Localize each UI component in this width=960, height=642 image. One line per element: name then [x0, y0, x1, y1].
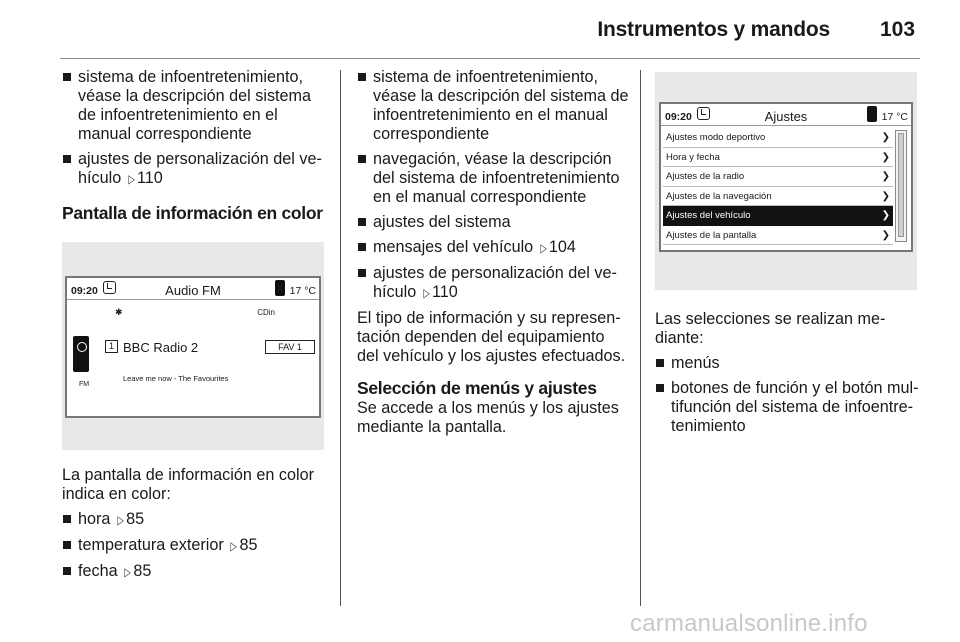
section-heading: Pantalla de información en color [62, 203, 323, 223]
bluetooth-icon: ✱ [115, 307, 123, 317]
clock-time: 09:20 [665, 111, 692, 123]
menu-item-label: Ajustes modo deportivo [666, 132, 766, 143]
display-screen [65, 276, 321, 418]
menu-item-label: Hora y fecha [666, 151, 720, 163]
menu-item[interactable] [663, 148, 893, 168]
list-item [62, 562, 332, 582]
menu-item[interactable] [663, 128, 893, 148]
thermometer-icon [275, 280, 285, 296]
display-screen [659, 102, 913, 252]
list-item-text: ajustes del sistema [373, 213, 511, 231]
list-item-text: botones de función y el botón mul-tifunción del sistema de infoentre-tenimiento [671, 379, 919, 435]
page-ref[interactable]: 104 [548, 238, 576, 256]
band-label: FM [79, 381, 90, 388]
status-bar [661, 104, 911, 126]
chevron-right-icon: ❯ [881, 151, 890, 163]
menu-item[interactable] [663, 226, 893, 246]
menu-item[interactable] [663, 167, 893, 187]
list-item [62, 68, 332, 144]
menu-item-label: Ajustes de la radio [666, 171, 745, 182]
paragraph: La pantalla de información en color indica en color: [62, 466, 314, 503]
list-item [357, 213, 629, 232]
list-item [357, 68, 629, 144]
settings-menu [663, 128, 893, 245]
list-item-text: menús [671, 354, 720, 372]
column-1 [62, 68, 332, 588]
outside-temperature: 17 °C [289, 285, 316, 297]
page-ref[interactable]: 110 [136, 169, 163, 187]
list-item [62, 510, 332, 530]
page-ref[interactable]: 85 [239, 536, 258, 554]
audio-source: CDin [257, 308, 275, 317]
page-number: 103 [880, 18, 916, 41]
list-item [357, 238, 629, 258]
chevron-right-icon: ❯ [881, 132, 890, 143]
page-ref-arrow-icon: ▷ [117, 513, 124, 527]
header-rule [60, 58, 920, 59]
figure-audio-screen [62, 242, 324, 450]
page-ref-arrow-icon: ▷ [124, 565, 131, 579]
page-ref-arrow-icon: ▷ [128, 172, 135, 186]
list-item-text: fecha [78, 562, 118, 580]
thermometer-icon [867, 106, 877, 122]
list-item [655, 379, 925, 436]
menu-item-label: Ajustes de la navegación [666, 190, 772, 202]
paragraph: Se accede a los menús y los ajustes mediante la pantalla. [357, 399, 619, 436]
outside-temperature: 17 °C [881, 111, 908, 123]
sub-status-bar [67, 300, 319, 316]
list-item [62, 536, 332, 556]
scrollbar[interactable] [895, 130, 907, 242]
page-ref-arrow-icon: ▷ [423, 286, 430, 300]
header-title: Instrumentos y mandos [597, 18, 830, 41]
favourite-button[interactable]: FAV 1 [265, 340, 315, 354]
chevron-right-icon: ❯ [881, 190, 890, 202]
radio-icon [73, 336, 89, 372]
section-heading: Selección de menús y ajustes [357, 378, 597, 398]
status-bar [67, 278, 319, 300]
figure-ajustes-screen [655, 72, 917, 290]
scrollbar-thumb[interactable] [898, 133, 904, 237]
menu-item-label: Ajustes de la pantalla [666, 229, 757, 241]
screen-title: Audio FM [165, 283, 221, 298]
menu-item-selected[interactable] [663, 206, 893, 226]
column-divider [640, 70, 641, 606]
paragraph: Las selecciones se realizan me-diante: [655, 310, 886, 347]
list-item [357, 264, 629, 303]
watermark: carmanualsonline.info [630, 610, 868, 637]
page-ref-arrow-icon: ▷ [230, 539, 238, 553]
clock-time: 09:20 [71, 285, 98, 297]
column-2 [357, 68, 629, 443]
menu-item-label: Ajustes del vehículo [666, 210, 751, 221]
page-ref[interactable]: 110 [431, 283, 458, 301]
column-3 [655, 68, 925, 442]
list-item-text: sistema de infoentretenimiento, véase la descripción del sistema de infoentretenimiento en el manual correspondiente [78, 68, 312, 143]
list-item [357, 150, 629, 207]
page-ref-arrow-icon: ▷ [540, 241, 547, 255]
preset-number: 1 [105, 340, 118, 353]
menu-item[interactable] [663, 187, 893, 207]
song-info: Leave me now - The Favourites [123, 374, 229, 383]
page-ref[interactable]: 85 [126, 510, 145, 528]
list-item-text: sistema de infoentretenimiento, véase la descripción del sistema de infoentretenimiento en el manual correspondiente [373, 68, 629, 143]
list-item-text: ajustes de personalización del ve-hículo [78, 150, 322, 187]
chevron-right-icon: ❯ [881, 171, 890, 182]
paragraph: El tipo de información y su represen-tación dependen del equipamiento del vehículo y los ajustes efectuados. [357, 309, 626, 365]
chevron-right-icon: ❯ [881, 210, 890, 221]
list-item-text: mensajes del vehículo [373, 238, 534, 256]
list-item-text: navegación, véase la descripción del sistema de infoentretenimiento en el manual correspondiente [373, 150, 620, 206]
list-item [62, 150, 332, 189]
chevron-right-icon: ❯ [881, 229, 890, 241]
list-item-text: ajustes de personalización del ve-hículo [373, 264, 617, 301]
list-item [655, 354, 925, 373]
station-name: BBC Radio 2 [123, 340, 199, 355]
column-divider [340, 70, 341, 606]
list-item-text: hora [78, 510, 111, 528]
list-item-text: temperatura exterior [78, 536, 224, 554]
screen-title: Ajustes [764, 109, 808, 124]
page-ref[interactable]: 85 [133, 562, 152, 580]
